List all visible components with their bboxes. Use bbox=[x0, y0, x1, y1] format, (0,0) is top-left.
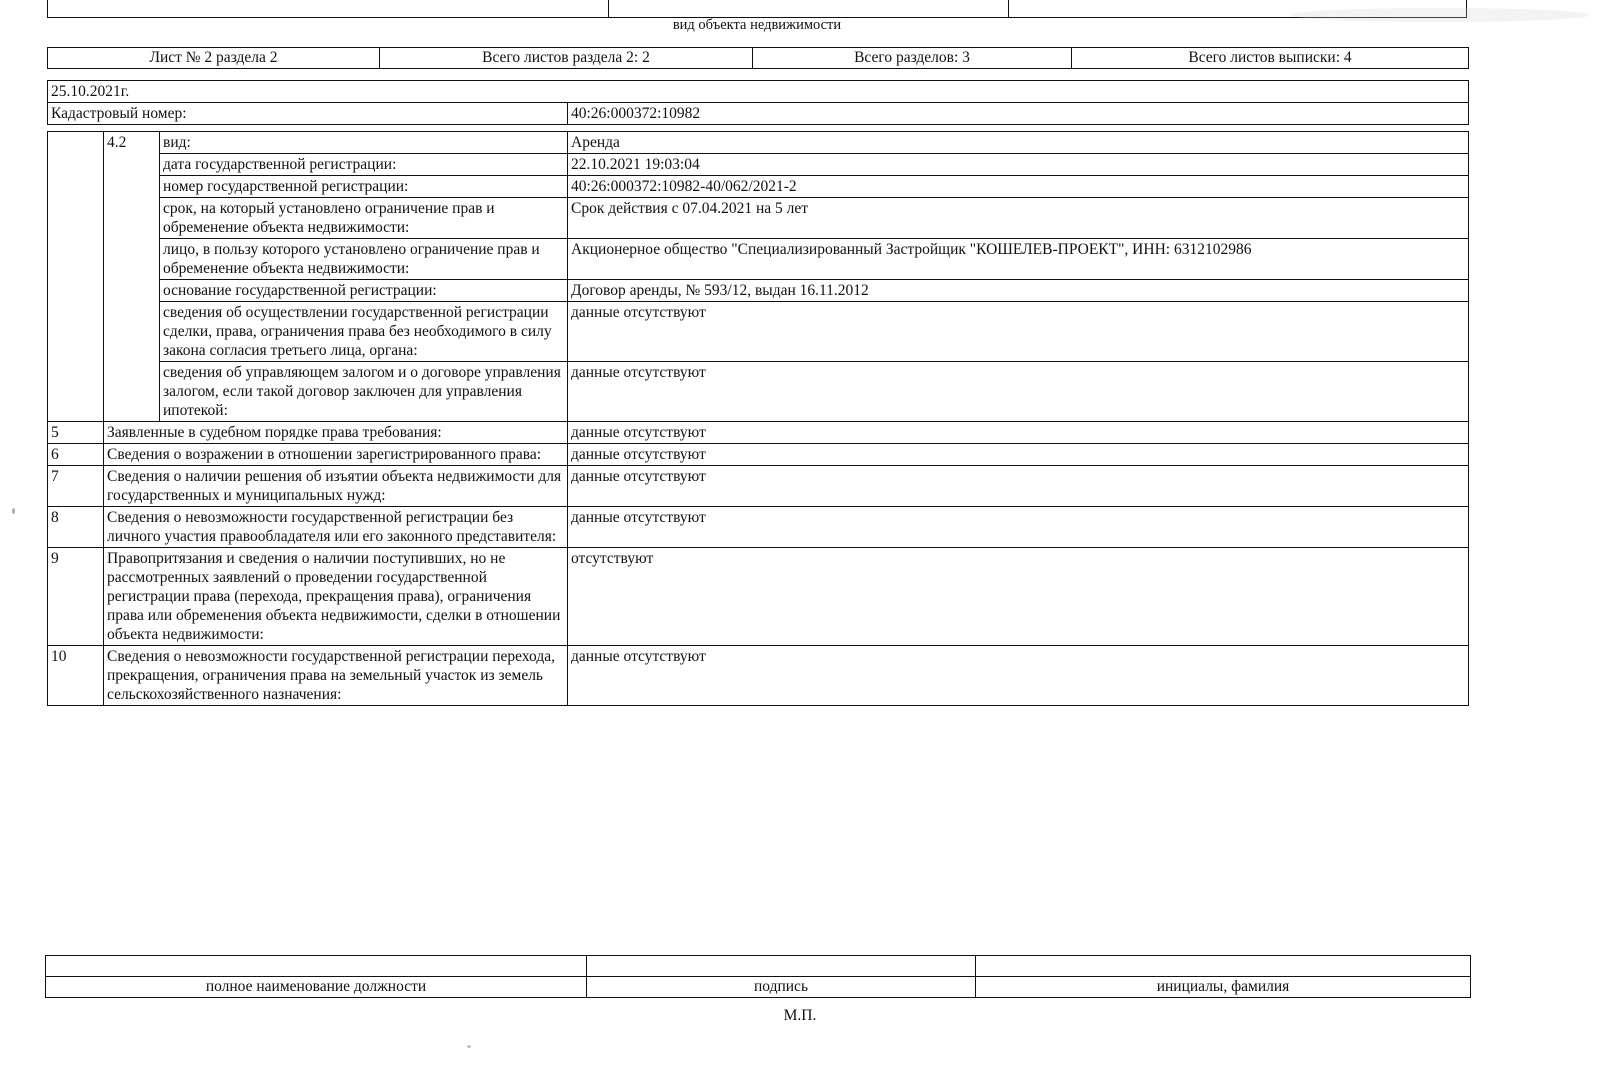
signature-caption: подпись bbox=[587, 977, 976, 998]
cadastral-row bbox=[48, 103, 1469, 125]
item-label: Заявленные в судебном порядке права требования: bbox=[104, 422, 568, 444]
item-value: данные отсутствуют bbox=[568, 507, 1469, 548]
item-label: Сведения о невозможности государственной регистрации без личного участия правообладателя или его законного представителя: bbox=[104, 507, 568, 548]
table-row bbox=[48, 132, 1469, 154]
item-value: данные отсутствуют bbox=[568, 466, 1469, 507]
table-row bbox=[48, 280, 1469, 302]
scan-speck bbox=[467, 1045, 471, 1048]
table-row bbox=[48, 302, 1469, 362]
item-value: данные отсутствуют bbox=[568, 646, 1469, 706]
item-number: 10 bbox=[48, 646, 104, 706]
item-number: 5 bbox=[48, 422, 104, 444]
table-row bbox=[48, 239, 1469, 280]
extract-date: 25.10.2021г. bbox=[48, 81, 1469, 103]
sheets-total: Всего листов выписки: 4 bbox=[1072, 48, 1469, 69]
table-row bbox=[48, 362, 1469, 422]
encumbrance-table bbox=[47, 80, 1469, 706]
cadastral-label: Кадастровый номер: bbox=[48, 103, 568, 125]
item-label: сведения об осуществлении государственной регистрации сделки, права, ограничения права без необходимого в силу закона согласия третьего лица, органа: bbox=[160, 302, 568, 362]
position-field bbox=[46, 956, 587, 977]
sections-total: Всего разделов: 3 bbox=[753, 48, 1072, 69]
item-label: Сведения о наличии решения об изъятии объекта недвижимости для государственных и муниципальных нужд: bbox=[104, 466, 568, 507]
item-value: данные отсутствуют bbox=[568, 362, 1469, 422]
item-value: данные отсутствуют bbox=[568, 444, 1469, 466]
item-value: Договор аренды, № 593/12, выдан 16.11.2012 bbox=[568, 280, 1469, 302]
item-label: Правопритязания и сведения о наличии поступивших, но не рассмотренных заявлений о проведении государственной регистрации права (перехода, прекращения права), ограничения права или обременения объекта недвижимости, сделки в отношении объекта недвижимости: bbox=[104, 548, 568, 646]
item-label: дата государственной регистрации: bbox=[160, 154, 568, 176]
item-label: вид: bbox=[160, 132, 568, 154]
table-row bbox=[48, 646, 1469, 706]
item-number: 8 bbox=[48, 507, 104, 548]
item-label: Сведения о невозможности государственной регистрации перехода, прекращения, ограничения права на земельный участок из земель сельскохозяйственного назначения: bbox=[104, 646, 568, 706]
item-number: 4.2 bbox=[104, 132, 160, 422]
item-value: Срок действия с 07.04.2021 на 5 лет bbox=[568, 198, 1469, 239]
table-row bbox=[48, 444, 1469, 466]
table-row bbox=[48, 422, 1469, 444]
item-label: сведения об управляющем залогом и о договоре управления залогом, если такой договор заключен для управления ипотекой: bbox=[160, 362, 568, 422]
stamp-place: М.П. bbox=[783, 1007, 817, 1024]
item-label: Сведения о возражении в отношении зарегистрированного права: bbox=[104, 444, 568, 466]
item-value: Акционерное общество "Специализированный Застройщик "КОШЕЛЕВ-ПРОЕКТ", ИНН: 6312102986 bbox=[568, 239, 1469, 280]
object-type-caption: вид объекта недвижимости bbox=[672, 17, 842, 33]
table-row bbox=[48, 198, 1469, 239]
name-field bbox=[976, 956, 1471, 977]
sheet-number: Лист № 2 раздела 2 bbox=[48, 48, 380, 69]
item-label: основание государственной регистрации: bbox=[160, 280, 568, 302]
item-label: срок, на который установлено ограничение прав и обременение объекта недвижимости: bbox=[160, 198, 568, 239]
cadastral-value: 40:26:000372:10982 bbox=[568, 103, 1469, 125]
table-row bbox=[48, 507, 1469, 548]
item-value: данные отсутствуют bbox=[568, 302, 1469, 362]
item-value: отсутствуют bbox=[568, 548, 1469, 646]
date-row bbox=[48, 81, 1469, 103]
item-number: 7 bbox=[48, 466, 104, 507]
scan-smudge bbox=[1290, 8, 1590, 22]
name-caption: инициалы, фамилия bbox=[976, 977, 1471, 998]
item-label: номер государственной регистрации: bbox=[160, 176, 568, 198]
scan-speck bbox=[12, 508, 15, 514]
signature-block bbox=[45, 955, 1471, 998]
sheet-info-bar bbox=[47, 47, 1469, 69]
position-caption: полное наименование должности bbox=[46, 977, 587, 998]
signature-field bbox=[587, 956, 976, 977]
item-number: 9 bbox=[48, 548, 104, 646]
item-value: 40:26:000372:10982-40/062/2021-2 bbox=[568, 176, 1469, 198]
table-row bbox=[48, 176, 1469, 198]
sheets-in-section: Всего листов раздела 2: 2 bbox=[380, 48, 753, 69]
table-row bbox=[48, 548, 1469, 646]
item-value: Аренда bbox=[568, 132, 1469, 154]
table-row bbox=[48, 154, 1469, 176]
item-value: данные отсутствуют bbox=[568, 422, 1469, 444]
item-number: 6 bbox=[48, 444, 104, 466]
table-row bbox=[48, 466, 1469, 507]
item-label: лицо, в пользу которого установлено ограничение прав и обременение объекта недвижимости: bbox=[160, 239, 568, 280]
item-value: 22.10.2021 19:03:04 bbox=[568, 154, 1469, 176]
